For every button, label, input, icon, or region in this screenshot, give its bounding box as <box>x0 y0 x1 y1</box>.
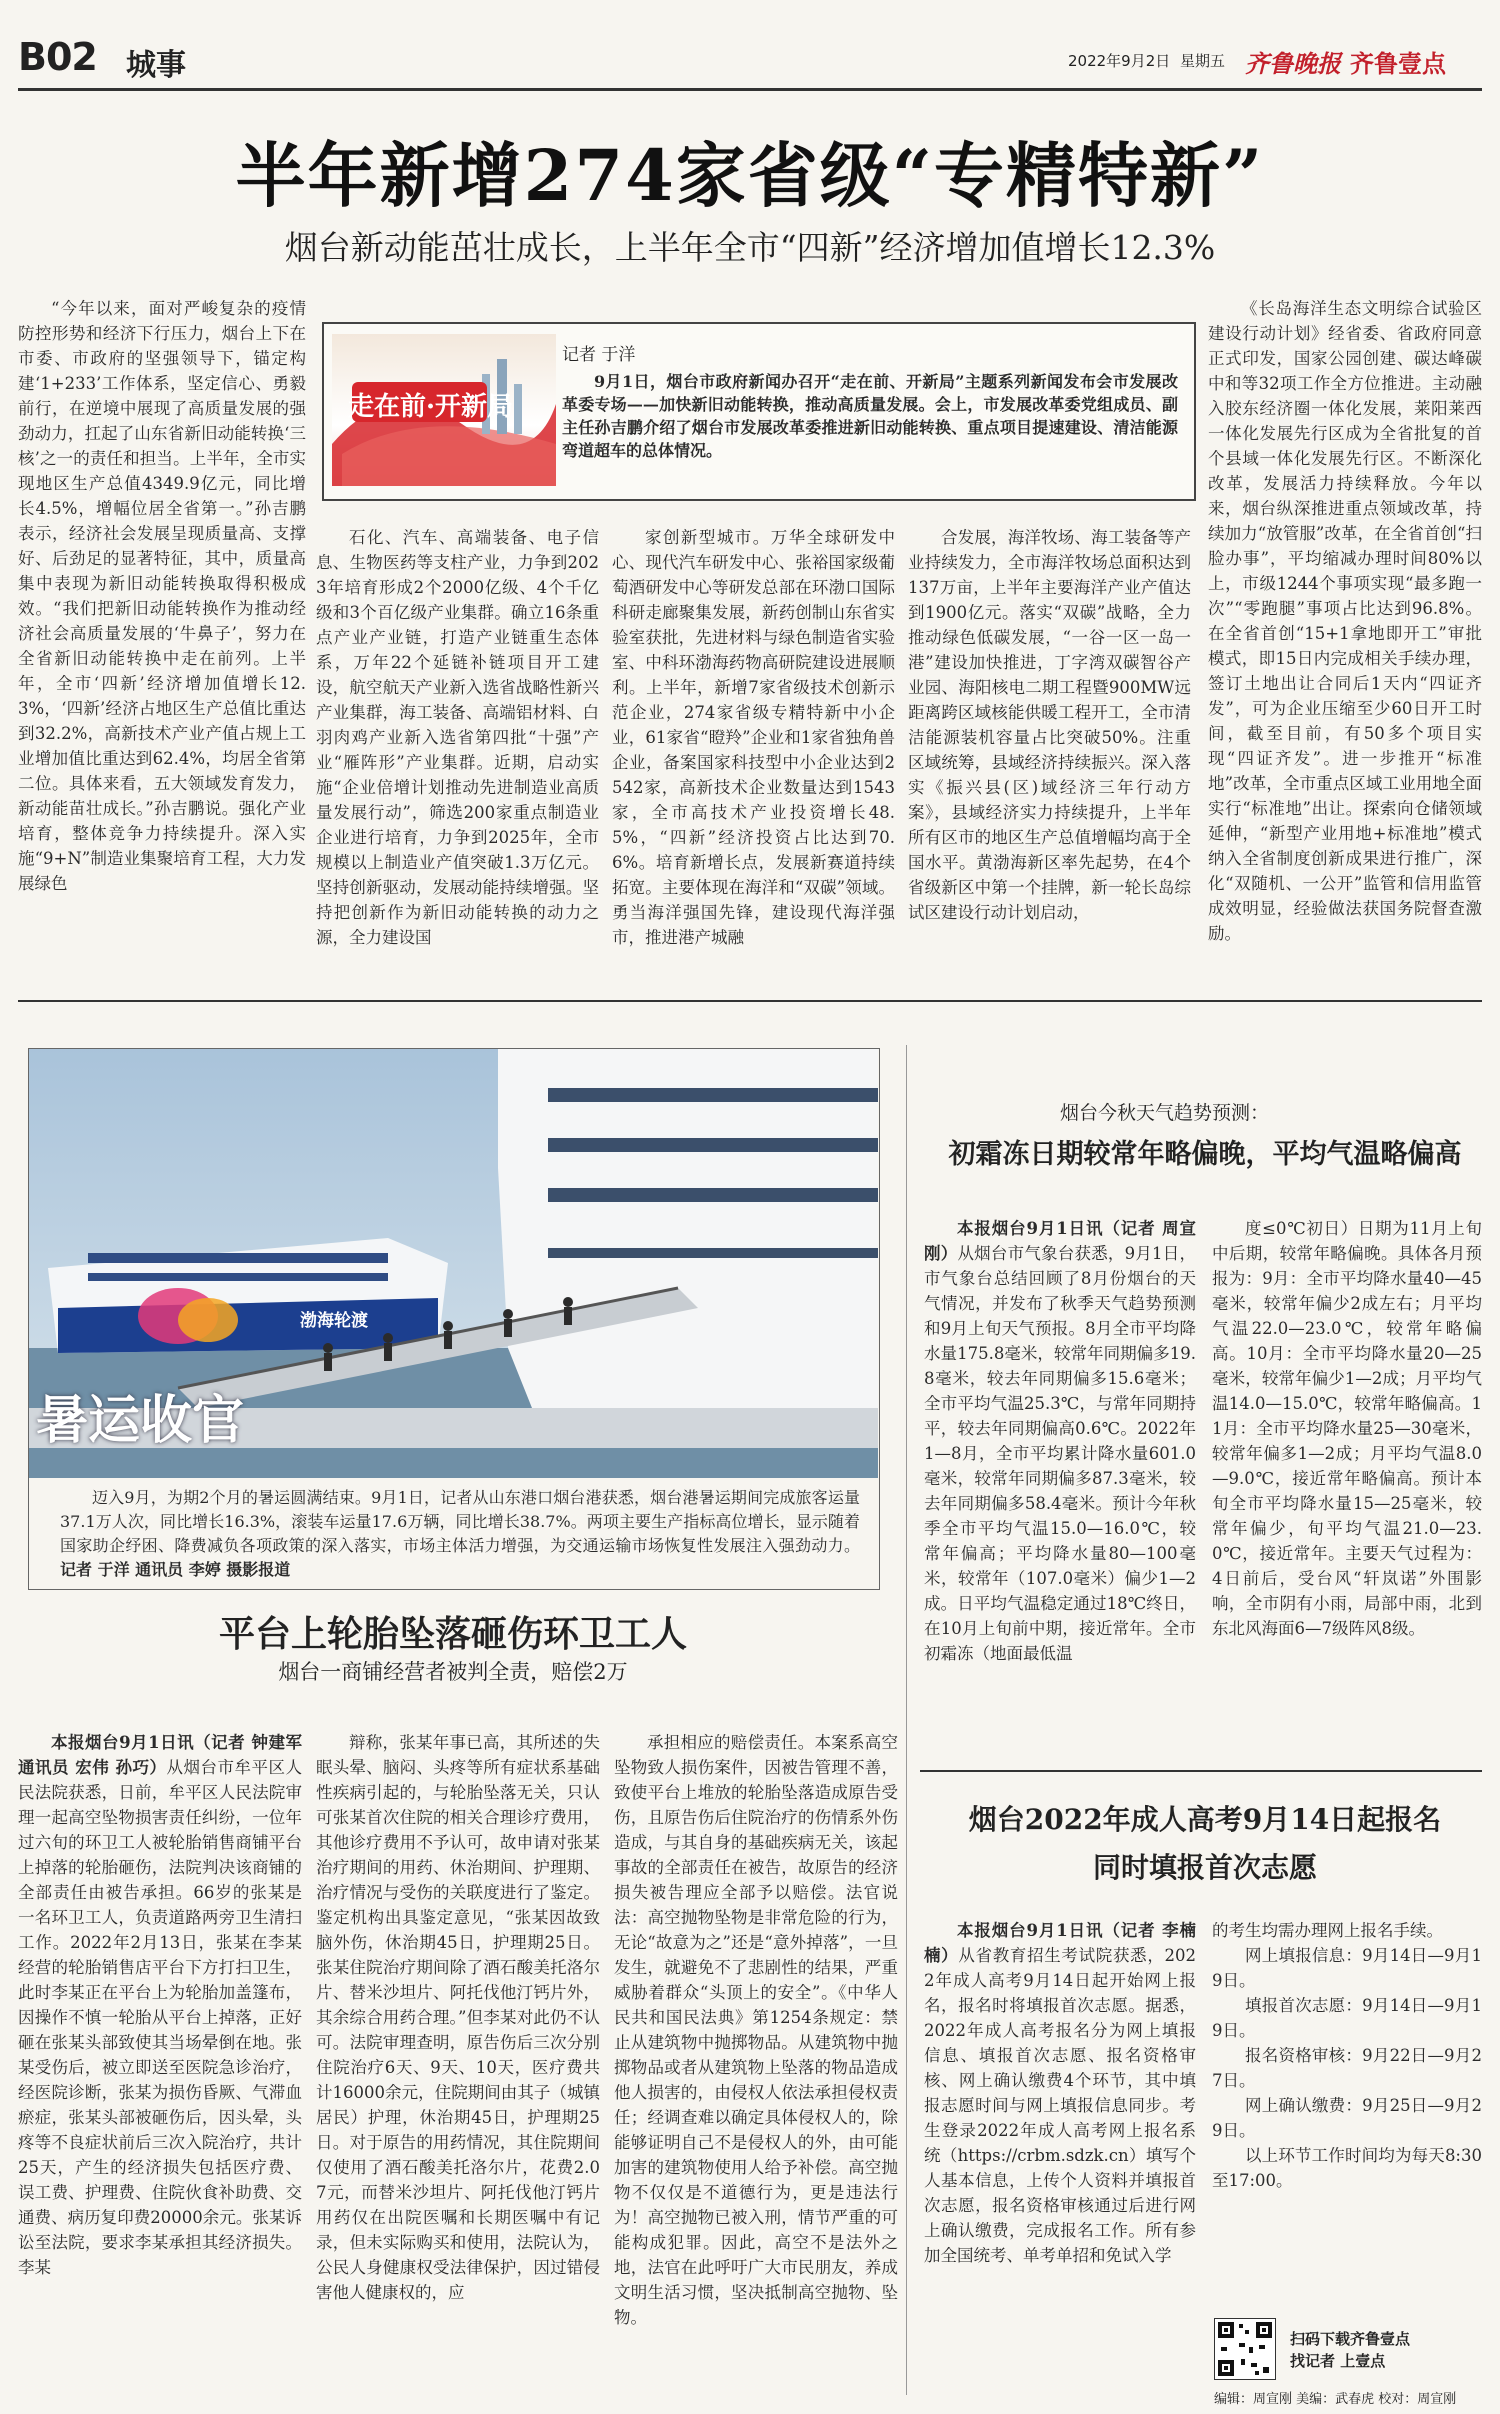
weather-column-2: 度≤0℃初日）日期为11月上旬中后期，较常年略偏晚。具体各月预报为：9月：全市平均降水量40—45毫米，较常年偏少2成左右；月平均气温22.0—23.0℃，较常年略偏高。10月：全市平均降水量20—25毫米，较常年偏少1—2成；月平均气温14.0—15.0℃，较常年略偏高。11月：全市平均降水量25—30毫米，较常年偏多1—2成；月平均气温8.0—9.0℃，接近常年略偏高。预计本旬全市平均降水量15—25毫米，较常年偏少，旬平均气温21.0—23.0℃，接近常年。主要天气过程为：4日前后，受台风“轩岚诺”外围影响，全市阴有小雨，局部中雨，北到东北风海面6—7级阵风8级。 <box>1212 1219 1482 1638</box>
lead-intro: 9月1日，烟台市政府新闻办召开“走在前、开新局”主题系列新闻发布会市发展改革委专场——加快新旧动能转换，推动高质量发展。会上，市发展改革委党组成员、副主任孙吉鹏介绍了烟台市发展改革委推进新旧动能转换、重点项目提速建设、清洁能源弯道超车的总体情况。 <box>562 372 1178 460</box>
tire-headline: 平台上轮胎坠落砸伤环卫工人 <box>218 1613 687 1655</box>
section-label: 城事 <box>126 48 186 83</box>
tire-column-1-text: 从烟台市牟平区人民法院获悉，日前，牟平区人民法院审理一起高空坠物损害责任纠纷，一位年过六旬的环卫工人被轮胎销售商铺平台上掉落的轮胎砸伤，法院判决该商铺的全部责任由被告承担。66岁的张某是一名环卫工人，负责道路两旁卫生清扫工作。2022年2月13日，张某在李某经营的轮胎销售店平台下方打扫卫生，此时李某正在平台上为轮胎加盖篷布，因操作不慎一轮胎从平台上掉落，正好砸在张某头部致使其当场晕倒在地。张某受伤后，被立即送至医院急诊治疗，经医院诊断，张某为损伤昏厥、气滞血瘀症，张某头部被砸伤后，因头晕，头疼等不良症状前后三次入院治疗，共计25天，产生的经济损失包括医疗费、误工费、护理费、住院伙食补助费、交通费、病历复印费20000余元。张某诉讼至法院，要求李某承担其经济损失。李某 <box>18 1758 302 2277</box>
lead-column-4: 合发展，海洋牧场、海工装备等产业持续发力，全市海洋牧场总面积达到137万亩，上半年主要海洋产业产值达到1900亿元。落实“双碳”战略，全力推动绿色低碳发展，“一谷一区一岛一港”建设加快推进，丁字湾双碳智谷产业园、海阳核电二期工程暨900MW远距离跨区域核能供暖工程开工，全市清洁能源装机容量占比突破50%。注重区域统筹，县域经济持续振兴。深入落实《振兴县(区)域经济三年行动方案》，县域经济实力持续提升，上半年所有区市的地区生产总值增幅均高于全国水平。黄渤海新区率先起势，在4个省级新区中第一个挂牌，新一轮长岛综试区建设行动计划启动， <box>908 528 1191 922</box>
lead-column-1: “今年以来，面对严峻复杂的疫情防控形势和经济下行压力，烟台上下在市委、市政府的坚强领导下，锚定构建‘1+233’工作体系，坚定信心、勇毅前行，在逆境中展现了高质量发展的强劲动力，扛起了山东省新旧动能转换‘三核’之一的责任和担当。上半年，全市实现地区生产总值4349.9亿元，同比增长4.5%，增幅位居全省第一。”孙吉鹏表示，经济社会发展呈现质量高、支撑好、后劲足的显著特征，其中，质量高集中表现为新旧动能转换取得积极成效。“我们把新旧动能转换作为推动经济社会高质量发展的‘牛鼻子’，努力在全省新旧动能转换中走在前列。上半年，全市‘四新’经济增加值增长12.3%，‘四新’经济占地区生产总值比重达到32.2%，高新技术产业产值占规上工业增加值比重达到62.4%，均居全省第二位。具体来看，五大领域发育发力，新动能苗壮成长。”孙吉鹏说。强化产业培育，整体竞争力持续提升。深入实施“9+N”制造业集聚培育工程，大力发展绿色 <box>18 299 306 893</box>
exam-column-2 <box>1212 1918 1482 2190</box>
header-rule <box>18 88 1482 91</box>
exam-schedule-item: 报名资格审核：9月22日—9月27日。 <box>1212 2046 1482 2090</box>
weather-headline: 初霜冻日期较常年略偏晚，平均气温略偏高 <box>948 1139 1462 1170</box>
photo-caption-text: 迈入9月，为期2个月的暑运圆满结束。9月1日，记者从山东港口烟台港获悉，烟台港暑运期间完成旅客运量37.1万人次，同比增长16.3%，滚装车运量17.6万辆，同比增长38.7%。两项主要生产指标高位增长，显示随着国家助企纾困、降费减负各项政策的深入落实，市场主体活力增强，为交通运输市场恢复性发展注入强劲动力。 <box>60 1488 860 1555</box>
weather-dateline: 本报烟台9月1日讯（记者 周宣刚） <box>924 1219 1196 1263</box>
page-code: B02 <box>18 35 97 79</box>
exam-schedule-item: 填报首次志愿：9月14日—9月19日。 <box>1212 1996 1482 2040</box>
banner-text: 走在前·开新局 <box>348 392 514 422</box>
exam-dateline: 本报烟台9月1日讯（记者 李楠楠） <box>924 1921 1196 1965</box>
tire-dateline: 本报烟台9月1日讯（记者 钟建军 通讯员 宏伟 孙巧） <box>18 1733 302 1777</box>
qr-caption-1: 扫码下载齐鲁壹点 <box>1290 2330 1411 2348</box>
photo-title: 暑运收官 <box>36 1390 245 1451</box>
lead-column-3: 家创新型城市。万华全球研发中心、现代汽车研发中心、张裕国家级葡萄酒研发中心等研发总部在环渤口国际科研走廊聚集发展，新药创制山东省实验室获批，先进材料与绿色制造省实验室、中科环渤海药物高研院建设进展顺利。上半年，新增7家省级技术创新示范企业，274家省级专精特新中小企业，61家省“瞪羚”企业和1家省独角兽企业，备案国家科技型中小企业达到2542家，高新技术企业数量达到1543家，全市高技术产业投资增长48.5%，“四新”经济投资占比达到70.6%。培育新增长点，发展新赛道持续拓宽。主要体现在海洋和“双碳”领域。勇当海洋强国先锋，建设现代海洋强市，推进港产城融 <box>612 528 895 947</box>
paper-masthead: 齐鲁晚报 <box>1245 49 1341 78</box>
weather-bottom-rule <box>920 1770 1482 1772</box>
photo-credit: 记者 于洋 通讯员 李婷 摄影报道 <box>60 1560 291 1579</box>
exam-column-1-text: 从省教育招生考试院获悉，2022年成人高考9月14日起开始网上报名，报名时将填报首次志愿。据悉，2022年成人高考报名分为网上填报信息、填报首次志愿、报名资格审核、网上确认缴费4个环节，其中填报志愿时间与网上填报信息同步。考生登录2022年成人高考网上报名系统（https://crbm.sdzk.cn）填写个人基本信息，上传个人资料并填报首次志愿，报名资格审核通过后进行网上确认缴费，完成报名工作。所有参加全国统考、单考单招和免试入学 <box>924 1946 1196 2265</box>
qr-caption-2: 找记者 上壹点 <box>1290 2352 1386 2370</box>
exam-schedule-item: 网上确认缴费：9月25日—9月29日。 <box>1212 2096 1482 2140</box>
lead-column-5: 《长岛海洋生态文明综合试验区建设行动计划》经省委、省政府同意正式印发，国家公园创建、碳达峰碳中和等32项工作全方位推进。主动融入胶东经济圈一体化发展，莱阳莱西一体化发展先行区成为全省批复的首个县域一体化发展先行区。不断深化改革，发展活力持续释放。今年以来，烟台纵深推进重点领域改革，持续加力“放管服”改革，在全省首创“扫脸办事”，平均缩减办理时间80%以上，市级1244个事项实现“最多跑一次”“零跑腿”事项占比达到96.8%。在全省首创“15+1拿地即开工”审批模式，即15日内完成相关手续办理，签订土地出让合同后1天内“四证齐发”，可为企业压缩至少60日开工时间，截至目前，有50多个项目实现“四证齐发”。进一步推开“标准地”改革，全市重点区域工业用地全面实行“标准地”出让。探索向仓储领域延伸，“新型产业用地+标准地”模式纳入全省制度创新成果进行推广，深化“双随机、一公开”监管和信用监管成效明显，经验做法获国务院督查激励。 <box>1208 299 1482 943</box>
lead-bottom-rule <box>18 1000 1482 1002</box>
issue-date: 2022年9月2日 <box>1068 52 1171 70</box>
weather-kicker: 烟台今秋天气趋势预测： <box>1060 1102 1270 1124</box>
lead-headline: 半年新增274家省级“专精特新” <box>235 134 1265 217</box>
photo-frame <box>28 1048 880 1590</box>
tire-column-3: 承担相应的赔偿责任。本案系高空坠物致人损伤案件，因被告管理不善，致使平台上堆放的轮胎坠落造成原告受伤，且原告伤后住院治疗的伤情系外伤造成，与其自身的基础疾病无关，该起事故的全部责任在被告，故原告的经济损失被告理应全部予以赔偿。法官说法：高空抛物坠物是非常危险的行为，无论“故意为之”还是“意外掉落”，一旦发生，就避免不了悲剧性的结果，严重威胁着群众“头顶上的安全”。《中华人民共和国民法典》第1254条规定：禁止从建筑物中抛掷物品。从建筑物中抛掷物品或者从建筑物上坠落的物品造成他人损害的，由侵权人依法承担侵权责任；经调查难以确定具体侵权人的，除能够证明自己不是侵权人的外，由可能加害的建筑物使用人给予补偿。高空抛物不仅仅是不道德行为，更是违法行为！高空抛物已被入刑，情节严重的可能构成犯罪。因此，高空不是法外之地，法官在此呼吁广大市民朋友，养成文明生活习惯，坚决抵制高空抛物、坠物。 <box>614 1733 898 2327</box>
tire-column-1 <box>18 1730 302 2400</box>
exam-headline-2: 同时填报首次志愿 <box>1092 1851 1317 1884</box>
weather-column-1-text: 从烟台市气象台获悉，9月1日，市气象台总结回顾了8月份烟台的天气情况，并发布了秋季天气趋势预测和9月上旬天气预报。8月全市平均降水量175.8毫米，较常年同期偏多19.8毫米，较去年同期偏多15.6毫米；全市平均气温25.3℃，与常年同期持平，较去年同期偏高0.6℃。2022年1—8月，全市平均累计降水量601.0毫米，较常年同期偏多87.3毫米，较去年同期偏多58.4毫米。预计今年秋季全市平均气温15.0—16.0℃，较常年偏高；平均降水量80—100毫米，较常年（107.0毫米）偏少1—2成。日平均气温稳定通过18℃终日，在10月上旬前中期，接近常年。全市初霜冻（地面最低温 <box>924 1244 1196 1663</box>
ship-logo-text: 渤海轮渡 <box>300 1311 368 1331</box>
lead-subhead: 烟台新动能茁壮成长，上半年全市“四新”经济增加值增长12.3% <box>284 228 1216 267</box>
qr-code[interactable] <box>1214 2318 1276 2380</box>
app-logo: 齐鲁壹点 <box>1350 49 1446 78</box>
tire-subhead: 烟台一商铺经营者被判全责，赔偿2万 <box>278 1660 628 1684</box>
exam-headline-1: 烟台2022年成人高考9月14日起报名 <box>968 1803 1442 1836</box>
editor-credits: 编辑：周宣刚 美编：武春虎 校对：周宣刚 <box>1214 2392 1457 2407</box>
exam-intro: 的考生均需办理网上报名手续。 <box>1212 1921 1443 1940</box>
weather-column-1 <box>924 1216 1196 1776</box>
tire-column-2: 辩称，张某年事已高，其所述的失眠头晕、脑闷、头疼等所有症状系基础性疾病引起的，与轮胎坠落无关，只认可张某首次住院的相关合理诊疗费用，其他诊疗费用不予认可，故申请对张某治疗期间的用药、休治期间、护理期、治疗情况与受伤的关联度进行了鉴定。鉴定机构出具鉴定意见，“张某因故致脑外伤，休治期45日，护理期25日。张某住院治疗期间除了酒石酸美托洛尔片、替米沙坦片、阿托伐他汀钙片外，其余综合用药合理。”但李某对此仍不认可。法院审理查明，原告伤后三次分别住院治疗6天、9天、10天，医疗费共计16000余元，住院期间由其子（城镇居民）护理，休治期45日，护理期25日。对于原告的用药情况，其住院期间仅使用了酒石酸美托洛尔片，花费2.07元，而替米沙坦片、阿托伐他汀钙片用药仅在出院医嘱和长期医嘱中有记录，但未实际购买和使用，法院认为，公民人身健康权受法律保护，因过错侵害他人健康权的，应 <box>316 1733 600 2302</box>
exam-schedule-item: 网上填报信息：9月14日—9月19日。 <box>1212 1946 1482 1990</box>
exam-column-1 <box>924 1918 1196 2398</box>
lead-byline: 记者 于洋 <box>562 345 636 365</box>
qr-code-icon <box>1215 2319 1275 2379</box>
exam-hours: 以上环节工作时间均为每天8:30至17:00。 <box>1212 2146 1482 2190</box>
right-column-divider <box>906 1045 907 2395</box>
issue-weekday: 星期五 <box>1180 52 1226 70</box>
lead-column-2: 石化、汽车、高端装备、电子信息、生物医药等支柱产业，力争到2023年培育形成2个2000亿级、4个千亿级和3个百亿级产业集群。确立16条重点产业产业链，打造产业链重生态体系，万年22个延链补链项目开工建设，航空航天产业新入选省战略性新兴产业集群，海工装备、高端铝材料、白羽肉鸡产业新入选省第四批“十强”产业“雁阵形”产业集群。近期，启动实施“企业倍增计划推动先进制造业高质量发展行动”，筛选200家重点制造业企业进行培育，力争到2025年，全市规模以上制造业产值突破1.3万亿元。坚持创新驱动，发展动能持续增强。坚持把创新作为新旧动能转换的动力之源，全力建设国 <box>316 528 599 947</box>
